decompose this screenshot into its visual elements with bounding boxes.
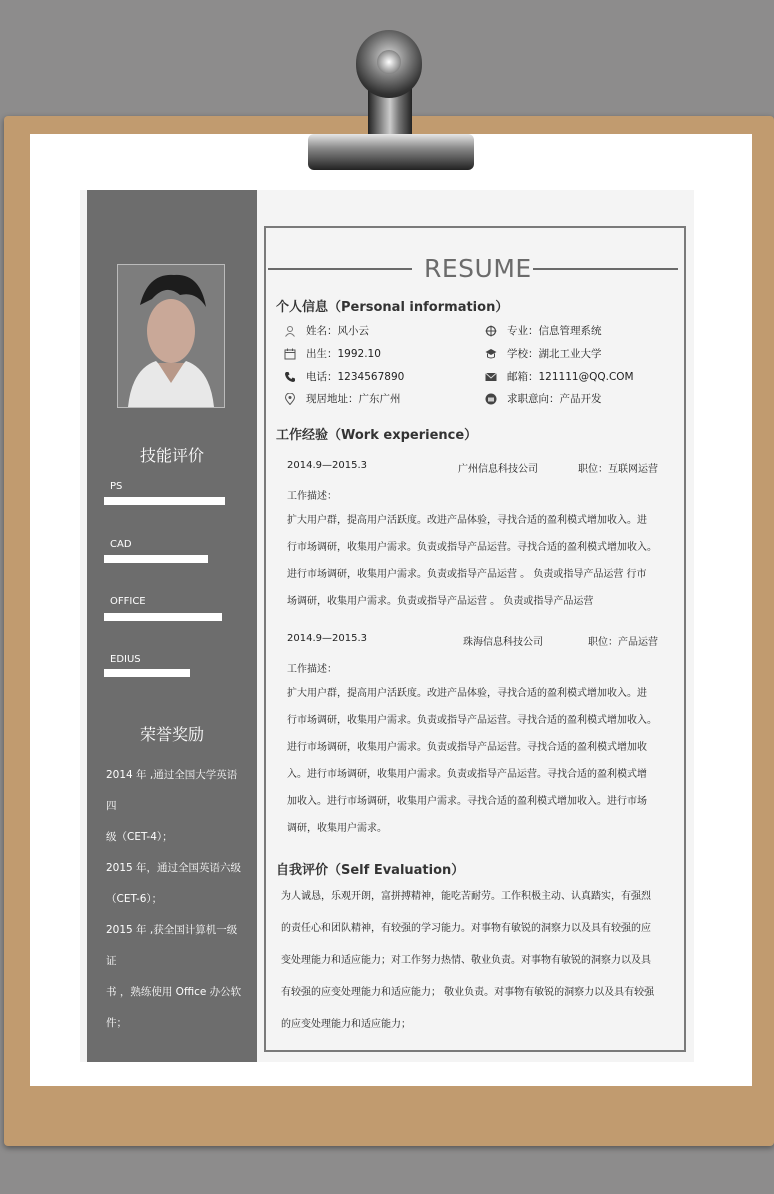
info-school (485, 346, 602, 361)
award-line: 件； (106, 1017, 127, 1029)
title-rule-left (268, 268, 412, 270)
mail-icon (485, 371, 497, 383)
crosshair-icon (485, 325, 497, 337)
job-2-description (287, 680, 667, 842)
job-2-line: 行市场调研，收集用户需求。负责或指导产品运营。寻找合适的盈利模式增加收入。 (287, 715, 657, 726)
award-line: 书 ，熟练使用 Office 办公软 (106, 986, 242, 998)
info-birth-text: 出生：1992.10 (306, 348, 381, 360)
binder-clip (308, 134, 474, 170)
self-eval-line: 为人诚恳，乐观开朗，富拼搏精神，能吃苦耐劳。工作积极主动、认真踏实，有强烈 (281, 891, 651, 902)
skill-bar-edius (104, 669, 190, 677)
info-birth (284, 346, 381, 361)
title-rule-right (533, 268, 678, 270)
job-1-line: 进行市场调研，收集用户需求。负责或指导产品运营 。 负责或指导产品运营 行市 (287, 569, 647, 580)
self-eval-line: 有较强的应变处理能力和适应能力； 敬业负责。对事物有敏锐的洞察力以及具有较强 (281, 987, 655, 998)
info-name-text: 姓名：风小云 (306, 325, 369, 337)
job-2-date: 2014.9—2015.3 (287, 633, 367, 644)
info-objective-text: 求职意向：产品开发 (507, 393, 602, 405)
skill-bar-ps (104, 497, 225, 505)
award-line: （CET-6）； (106, 893, 163, 905)
self-eval-text (281, 881, 671, 1041)
portrait-icon (118, 265, 224, 407)
info-address (284, 391, 401, 406)
skill-bar-office (104, 613, 222, 621)
info-school-text: 学校：湖北工业大学 (507, 348, 602, 360)
skill-bar-cad (104, 555, 208, 563)
info-name (284, 323, 369, 338)
skill-label-ps: PS (110, 481, 123, 492)
job-2-line: 进行市场调研，收集用户需求。负责或指导产品运营。寻找合适的盈利模式增加收 (287, 742, 647, 753)
job-2-line: 加收入。进行市场调研，收集用户需求。寻找合适的盈利模式增加收入。进行市场 (287, 796, 647, 807)
location-pin-icon (284, 393, 296, 405)
self-eval-line: 的应变处理能力和适应能力； (281, 1019, 411, 1030)
info-email (485, 369, 634, 384)
page-title: RESUME (424, 254, 532, 283)
skill-label-edius: EDIUS (110, 654, 141, 665)
skill-label-cad: CAD (110, 539, 132, 550)
job-2-position: 职位：产品运营 (588, 637, 658, 648)
job-1-position: 职位：互联网运营 (578, 464, 658, 475)
person-icon (284, 325, 296, 337)
info-major-text: 专业：信息管理系统 (507, 325, 602, 337)
job-icon (485, 393, 497, 405)
job-2-line: 调研，收集用户需求。 (287, 823, 387, 834)
profile-photo (117, 264, 225, 408)
graduation-cap-icon (485, 348, 497, 360)
job-2-desc-label: 工作描述： (287, 664, 337, 675)
job-2-company: 珠海信息科技公司 (463, 637, 543, 648)
phone-icon (284, 371, 296, 383)
info-phone (284, 369, 404, 384)
job-1-description (287, 507, 667, 615)
info-address-text: 现居地址：广东广州 (306, 393, 401, 405)
calendar-icon (284, 348, 296, 360)
award-line: 2015 年，通过全国英语六级 (106, 862, 242, 874)
info-major (485, 323, 602, 338)
job-1-line: 场调研，收集用户需求。负责或指导产品运营 。 负责或指导产品运营 (287, 596, 594, 607)
work-heading: 工作经验（Work experience） (276, 428, 478, 443)
awards-list (106, 760, 246, 1039)
job-1-company: 广州信息科技公司 (458, 464, 538, 475)
info-phone-text: 电话：1234567890 (306, 371, 405, 383)
info-email-text: 邮箱：121111@QQ.COM (507, 371, 634, 383)
info-objective (485, 391, 602, 406)
skills-title: 技能评价 (139, 446, 204, 465)
award-line: 级（CET-4）； (106, 831, 173, 843)
job-1-date: 2014.9—2015.3 (287, 460, 367, 471)
self-eval-line: 变处理能力和适应能力；对工作努力热情、敬业负责。对事物有敏锐的洞察力以及具 (281, 955, 651, 966)
self-eval-line: 的责任心和团队精神，有较强的学习能力。对事物有敏锐的洞察力以及具有较强的应 (281, 923, 651, 934)
self-eval-heading: 自我评价（Self Evaluation） (276, 863, 465, 878)
awards-title: 荣誉奖励 (139, 725, 204, 744)
job-2-line: 扩大用户群，提高用户活跃度。改进产品体验，寻找合适的盈利模式增加收入。进 (287, 688, 647, 699)
skill-label-office: OFFICE (110, 596, 146, 607)
job-1-desc-label: 工作描述： (287, 491, 337, 502)
personal-info-heading: 个人信息（Personal information） (276, 300, 509, 315)
job-1-line: 行市场调研，收集用户需求。负责或指导产品运营。寻找合适的盈利模式增加收入。 (287, 542, 657, 553)
award-line: 2015 年 ,获全国计算机一级证 (106, 924, 238, 967)
job-1-line: 扩大用户群，提高用户活跃度。改进产品体验，寻找合适的盈利模式增加收入。进 (287, 515, 647, 526)
job-2-line: 入。进行市场调研，收集用户需求。负责或指导产品运营。寻找合适的盈利模式增 (287, 769, 647, 780)
award-line: 2014 年 ,通过全国大学英语四 (106, 769, 238, 812)
clip-hole (377, 50, 401, 74)
